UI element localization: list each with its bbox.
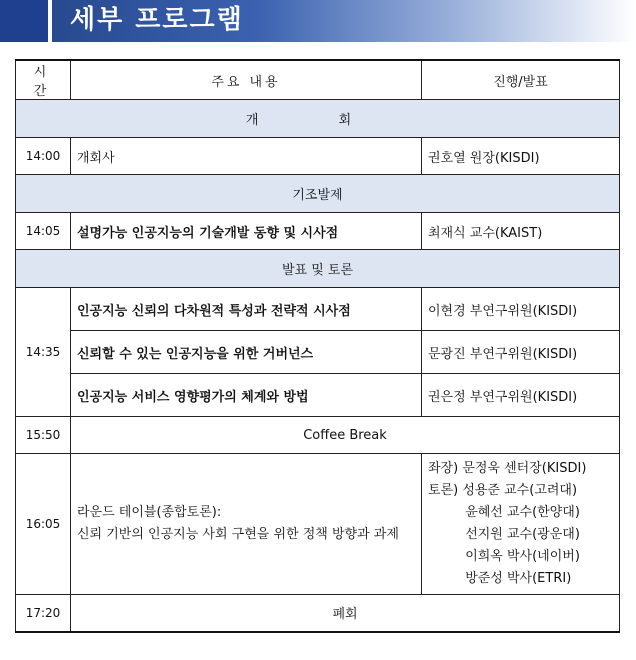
speaker-line: 방준성 박사(ETRI)	[428, 571, 572, 586]
row-content: 인공지능 서비스 영향평가의 체계와 방법	[71, 374, 422, 417]
section-row-opening	[16, 100, 620, 138]
roundtable-topic: 신뢰 기반의 인공지능 사회 구현을 위한 정책 방향과 과제	[77, 527, 399, 542]
row-time: 14:00	[16, 138, 71, 175]
speaker-line: 좌장) 문정욱 센터장(KISDI)	[428, 461, 587, 476]
page-header	[0, 0, 636, 42]
row-content: Coffee Break	[71, 417, 620, 454]
row-presenter: 권은정 부연구위원(KISDI)	[422, 374, 620, 417]
row-time: 14:35	[16, 288, 71, 417]
row-content	[71, 454, 422, 595]
speaker-line: 토론) 성용준 교수(고려대)	[428, 483, 578, 498]
column-header-content: 주요 내용	[71, 60, 422, 100]
section-row-keynote	[16, 175, 620, 213]
table-row-roundtable	[16, 454, 620, 595]
table-row-talk2	[16, 331, 620, 374]
row-content: 폐회	[71, 595, 620, 632]
row-content: 개회사	[71, 138, 422, 175]
row-time: 14:05	[16, 213, 71, 250]
table-row-talk3	[16, 374, 620, 417]
section-row-presentation	[16, 250, 620, 288]
table-row-coffee-break	[16, 417, 620, 454]
roundtable-title: 라운드 테이블(종합토론):	[77, 505, 222, 520]
row-time: 16:05	[16, 454, 71, 595]
program-table	[15, 59, 620, 633]
table-header-row	[16, 60, 620, 100]
row-presenter: 최재식 교수(KAIST)	[422, 213, 620, 250]
speaker-line: 이희옥 박사(네이버)	[428, 549, 580, 564]
speaker-line: 선지원 교수(광운대)	[428, 527, 580, 542]
row-presenter: 문광진 부연구위원(KISDI)	[422, 331, 620, 374]
section-title-opening: 개 회	[16, 100, 620, 138]
row-content: 신뢰할 수 있는 인공지능을 위한 거버넌스	[71, 331, 422, 374]
column-header-presenter: 진행/발표	[422, 60, 620, 100]
speaker-line: 윤혜선 교수(한양대)	[428, 505, 580, 520]
row-presenter-list	[422, 454, 620, 595]
row-presenter: 이현경 부연구위원(KISDI)	[422, 288, 620, 331]
row-content: 인공지능 신뢰의 다차원적 특성과 전략적 시사점	[71, 288, 422, 331]
row-time: 17:20	[16, 595, 71, 632]
column-header-time: 시 간	[16, 60, 71, 100]
table-row-opening-talk	[16, 138, 620, 175]
page-title: 세부 프로그램	[70, 5, 244, 35]
row-presenter: 권호열 원장(KISDI)	[422, 138, 620, 175]
section-title-keynote: 기조발제	[16, 175, 620, 213]
row-content: 설명가능 인공지능의 기술개발 동향 및 시사점	[71, 213, 422, 250]
section-title-presentation: 발표 및 토론	[16, 250, 620, 288]
row-time: 15:50	[16, 417, 71, 454]
header-accent-block	[0, 0, 48, 42]
table-row-keynote	[16, 213, 620, 250]
table-row-talk1	[16, 288, 620, 331]
table-row-closing	[16, 595, 620, 632]
